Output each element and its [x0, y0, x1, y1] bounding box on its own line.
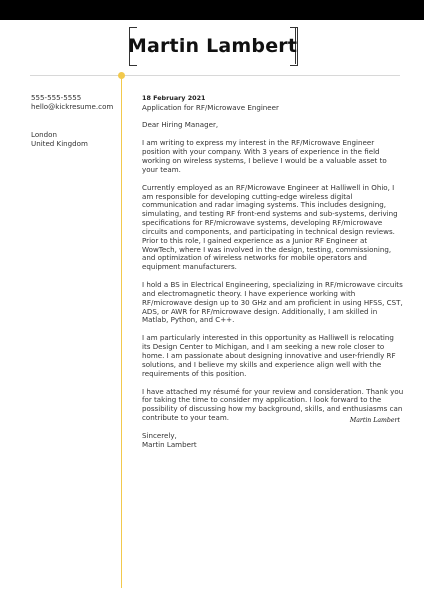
letter-body [142, 94, 404, 450]
email-address: hello@kickresume.com [31, 102, 114, 112]
paragraph-motivation: I am particularly interested in this opportunity as Halliwell is relocating its Design Center to Michigan, and I am seeking a new role closer to home. I am passionate about designing innovative and user-friendly RF solutions, and I believe my skills and experience align well with the requirements of this position. [142, 333, 396, 378]
column-divider [121, 75, 122, 588]
letter-date: 18 February 2021 [142, 94, 206, 102]
header-divider [30, 75, 400, 76]
signature: Martin Lambert [349, 417, 400, 424]
city: London [31, 129, 58, 139]
salutation: Dear Hiring Manager, [142, 120, 219, 130]
contact-block [31, 93, 113, 148]
applicant-name: Martin Lambert [127, 34, 298, 57]
paragraph-closing: I have attached my résumé for your review and consideration. Thank you for taking the time to consider my application. I look forward to the possibility of discussing how my background, skills, and enthusiasms can contribute to your team. [142, 386, 404, 423]
name-header [129, 27, 296, 64]
signoff-name: Martin Lambert [142, 439, 197, 449]
phone-number: 555-555-5555 [31, 93, 82, 102]
paragraph-education: I hold a BS in Electrical Engineering, specializing in RF/microwave circuits and electromagnetic theory. I have experience working with RF/microwave design up to 30 GHz and am proficient in using HFSS, CST, ADS, or AWR for RF/microwave design. Additionally, I am skilled in Matlab, Python, and C++. [142, 280, 403, 325]
divider-dot [118, 72, 125, 79]
top-bar [0, 0, 424, 20]
letter-subject: Application for RF/Microwave Engineer [142, 102, 279, 112]
country: United Kingdom [31, 138, 88, 148]
paragraph-intro: I am writing to express my interest in the RF/Microwave Engineer position with your company. With 3 years of experience in the field working on wireless systems, I believe I would be a valuable asset to your team. [142, 138, 387, 174]
paragraph-experience: Currently employed as an RF/Microwave Engineer at Halliwell in Ohio, I am responsible for developing cutting-edge wireless digital communication and radar imaging systems. This includes designing, simulating, and testing RF front-end systems and sub-systems, deriving specifications for RF/microwave systems, developing RF/microwave circuits and components, and participating in technical design reviews. Prior to this role, I gained experience as a Junior RF Engineer at WowTech, where I was involved in the design, testing, commissioning, and optimization of wireless networks for mobile operators and equipment manufacturers. [142, 182, 398, 272]
closing: Sincerely, [142, 430, 177, 440]
